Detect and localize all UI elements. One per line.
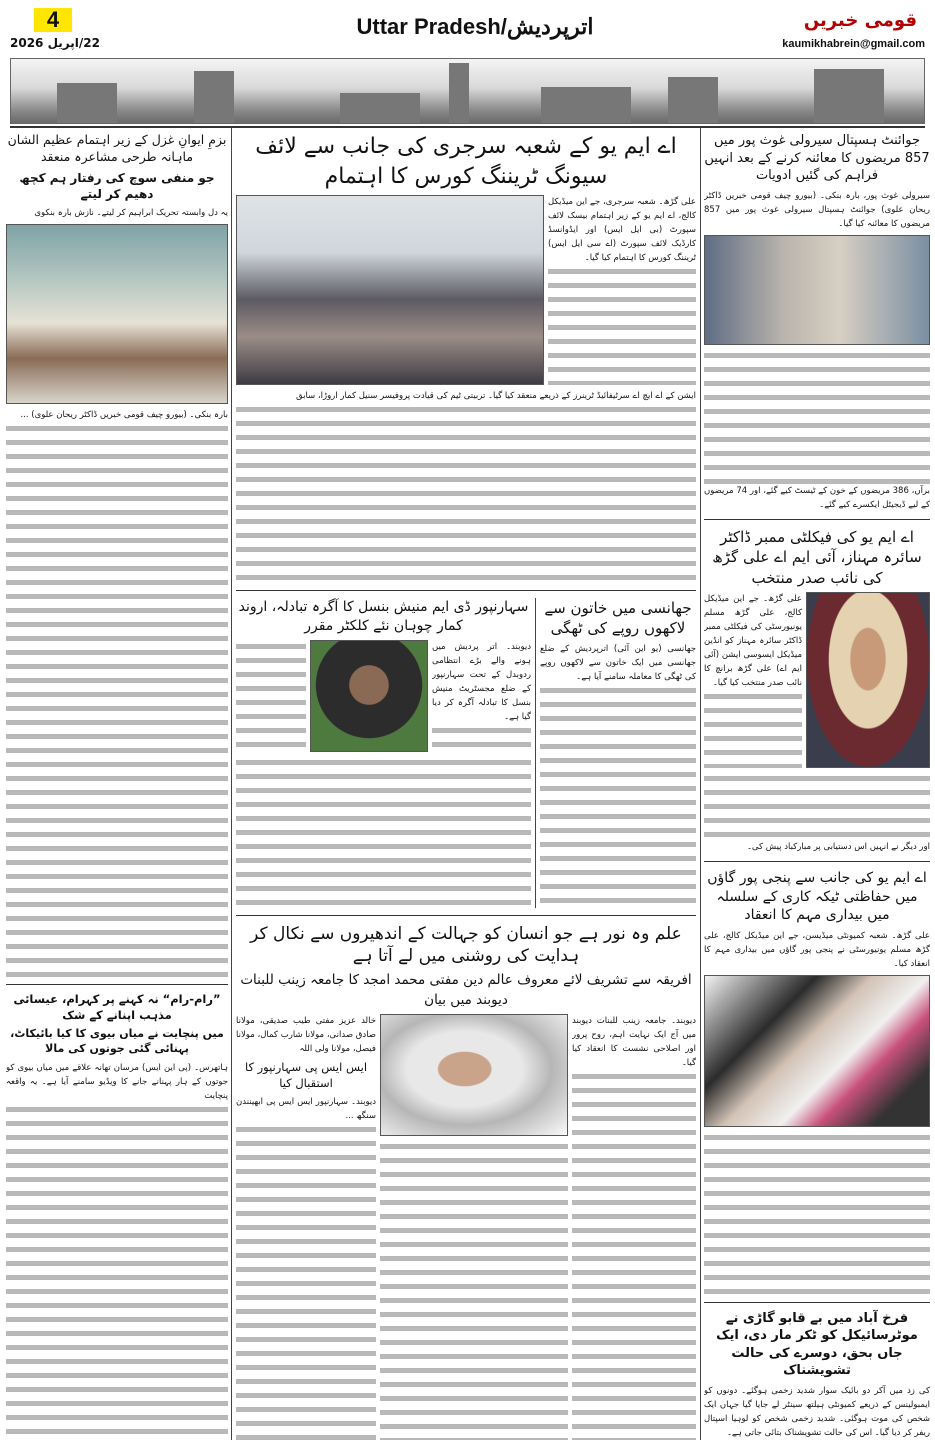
ssp-body: دیوبند۔ سہارنپور ایس ایس پی ابھینندن سنگھ ... xyxy=(236,1095,376,1440)
page-title: Uttar Pradesh/اترپردیش xyxy=(356,14,594,39)
amu-surgery-intro: علی گڑھ۔ شعبہ سرجری، جے این میڈیکل کالج، اے ایم یو کے زیر اہتمام بیسک لائف سپورٹ (بی ایل ایس) اور ایڈوانسڈ کارڈیک لائف سپورٹ (اے سی ایل ایس) ٹریننگ کورس کا اہتمام کیا گیا۔ xyxy=(548,195,696,385)
ram-subheadline: میں پنچایت نے میاں بیوی کا کیا بائیکاٹ، پہنائی گئی جوتوں کی مالا xyxy=(10,1027,224,1055)
ram-headline: ”رام-رام“ نہ کہنے پر کہرام، عیسائی مذہب اپنانے کے شک xyxy=(13,992,221,1022)
column-divider xyxy=(700,128,701,1440)
ilm-body-bottom xyxy=(380,1140,568,1440)
farrukhabad-headline: فرخ آباد میں بے قابو گاڑی نے موٹرسائیکل کو ٹکر مار دی، ایک جاں بحق، دوسرے کی حالت تشویشناک xyxy=(716,1310,918,1379)
ram-body: ہاتھرس۔ (پی این ایس) مرسان تھانہ علاقے میں میاں بیوی کو جوتوں کے ہار پہنانے جانے کا ویڈیو سامنے آیا ہے۔ یہ واقعہ پنچایت xyxy=(6,1061,228,1440)
ilm-subheadline: افریقہ سے تشریف لائے معروف عالم دین مفتی محمد امجد کا جامعہ زینب للبنات دیوبند میں بیان xyxy=(240,971,692,1008)
page-number: 4 xyxy=(34,8,72,32)
hospital-body: برآں، 386 مریضوں کے خون کے ٹیسٹ کیے گئے، اور 74 مریضوں کے لیے ڈیجیٹل ایکسرے کیے گئے۔ xyxy=(704,349,930,513)
contact-email[interactable]: kaumikhabrein@gmail.com xyxy=(782,38,925,50)
hospital-photo xyxy=(704,235,930,345)
vaccination-body: علی گڑھ۔ شعبہ کمیونٹی میڈیسن، جے این میڈیکل کالج، علی گڑھ مسلم یونیورسٹی نے پنجی پور گاؤں میں بیداری مہم کا انعقاد کیا۔ xyxy=(704,931,930,970)
divider xyxy=(236,590,696,591)
ilm-body-right: دیوبند۔ جامعہ زینب للبنات دیوبند میں آج ایک نہایت اہم، روح پرور اور اصلاحی نشست کا انعقاد کیا گیا۔ xyxy=(572,1014,696,1440)
saharanpur-body-left xyxy=(236,640,306,752)
divider xyxy=(704,1302,930,1303)
collector-portrait-photo xyxy=(310,640,428,752)
jhansi-story xyxy=(540,598,696,908)
saira-headline: اے ایم یو کی فیکلٹی ممبر ڈاکٹر سائرہ مہناز، آئی ایم اے علی گڑھ کی نائب صدر منتخب xyxy=(712,528,922,587)
monuments-banner-image xyxy=(10,58,925,124)
saira-intro: علی گڑھ۔ جے این میڈیکل کالج، علی گڑھ مسلم یونیورسٹی کی فیکلٹی ممبر ڈاکٹر سائرہ مہناز کو انڈین میڈیکل ایسوسی ایشن (آئی ایم اے) علی گڑھ برانچ کا نائب صدر منتخب کیا گیا۔ xyxy=(704,592,802,768)
mufti-photo xyxy=(380,1014,568,1136)
middle-column xyxy=(236,132,696,1440)
jhansi-headline: جھانسی میں خاتون سے لاکھوں روپے کی ٹھگی xyxy=(544,598,692,638)
divider xyxy=(704,861,930,862)
mushaira-headline: بزمِ ایوانِ غزل کے زیر اہتمام عظیم الشان ماہانہ طرحی مشاعرہ منعقد xyxy=(7,132,227,164)
mushaira-photo xyxy=(6,224,228,404)
divider xyxy=(6,984,228,985)
column-divider xyxy=(231,128,232,1440)
farrukhabad-body: کی زد میں آکر دو بائیک سوار شدید زخمی ہوگئے۔ دونوں کو ایمبولینس کے ذریعے کمیونٹی ہیلتھ سینٹر لے جایا گیا جہاں ایک شخص کی موت ہوگئی۔ شدید زخمی شخص کو لوہیا اسپتال ریفر کر دیا گیا۔ اس کی حالت تشویشناک بتائی جاتی ہے۔ xyxy=(704,1386,930,1438)
left-column xyxy=(6,132,228,1440)
right-column xyxy=(704,132,930,1440)
divider xyxy=(236,915,696,916)
ilm-body-left: خالد عزیز مفتی طیب صدیقی، مولانا صادق صدانی، مولانا شارب کمال، مولانا فیصل، مولانا ولی اللہ xyxy=(236,1016,376,1055)
amu-surgery-headline: اے ایم یو کے شعبہ سرجری کی جانب سے لائف سیونگ ٹریننگ کورس کا اہتمام xyxy=(255,134,677,189)
ilm-headline: علم وہ نور ہے جو انسان کو جہالت کے اندھیروں سے نکال کر ہدایت کی روشنی میں لے آتا ہے xyxy=(250,923,682,966)
training-group-photo xyxy=(236,195,544,385)
hospital-intro: سیرولی غوث پور، بارہ بنکی۔ (بیورو چیف قومی خبریں ڈاکٹر ریحان علوی) جوائنٹ ہسپتال سیرولی غوث پور میں 857 مریضوں کا معائنہ کیا گیا۔ xyxy=(704,190,930,229)
saira-body: اور دیگر نے انہیں اس دستیابی پر مبارکباد پیش کی۔ xyxy=(704,772,930,854)
ssp-headline: ایس ایس پی سہارنپور کا استقبال کیا xyxy=(244,1060,368,1090)
vaccination-continued xyxy=(704,1131,930,1295)
saharanpur-body-right: دیوبند۔ اتر پردیش میں ہونے والے بڑے انتظامی ردوبدل کے تحت سہارنپور کے ضلع مجسٹریٹ منیش بنسل کا تبادلہ آگرہ کر دیا گیا ہے۔ xyxy=(432,640,531,752)
vaccination-headline: اے ایم یو کی جانب سے پنجی پور گاؤں میں حفاظتی ٹیکہ کاری کے سلسلہ میں بیداری مہم کا انعقاد xyxy=(707,869,927,924)
saharanpur-body xyxy=(236,756,531,908)
saira-portrait-photo xyxy=(806,592,930,768)
amu-surgery-body: ایشن کے اے ایچ اے سرٹیفائیڈ ٹرینرز کے ذریعے منعقد کیا گیا۔ تربیتی ٹیم کی قیادت پروفیسر سنیل کمار اروڑا، سابق xyxy=(236,389,696,583)
newspaper-logo: قومی خبریں xyxy=(803,10,917,31)
hospital-headline: جوائنٹ ہسپتال سیرولی غوث پور میں 857 مریضوں کا معائنہ کرنے کے بعد انہیں فراہم کی گئیں ادویات xyxy=(704,133,930,184)
mushaira-subheadline: جو منفی سوچ کی رفتار ہم کچھ دھیم کر لیتے xyxy=(19,170,215,201)
vaccination-awareness-photo xyxy=(704,975,930,1127)
divider xyxy=(704,519,930,520)
saharanpur-headline: سہارنپور ڈی ایم منیش بنسل کا آگرہ تبادلہ، اروند کمار چوہان نئے کلکٹر مقرر xyxy=(238,598,529,634)
column-divider xyxy=(535,598,536,908)
mushaira-intro: یہ دل وابستہ تحریک ابراہیم کر لیتے۔ نازش بارہ بنکوی xyxy=(6,206,228,220)
issue-date: 22/اپریل 2026 xyxy=(10,36,100,50)
saharanpur-story xyxy=(236,598,531,908)
jhansi-body: جھانسی (یو این آئی) اترپردیش کے ضلع جھانسی میں ایک خاتون سے لاکھوں روپے کی ٹھگی کا معاملہ سامنے آیا ہے۔ xyxy=(540,642,696,907)
divider xyxy=(10,126,925,128)
mushaira-body: بارہ بنکی۔ (بیورو چیف قومی خبریں ڈاکٹر ریحان علوی) ... xyxy=(6,408,228,977)
